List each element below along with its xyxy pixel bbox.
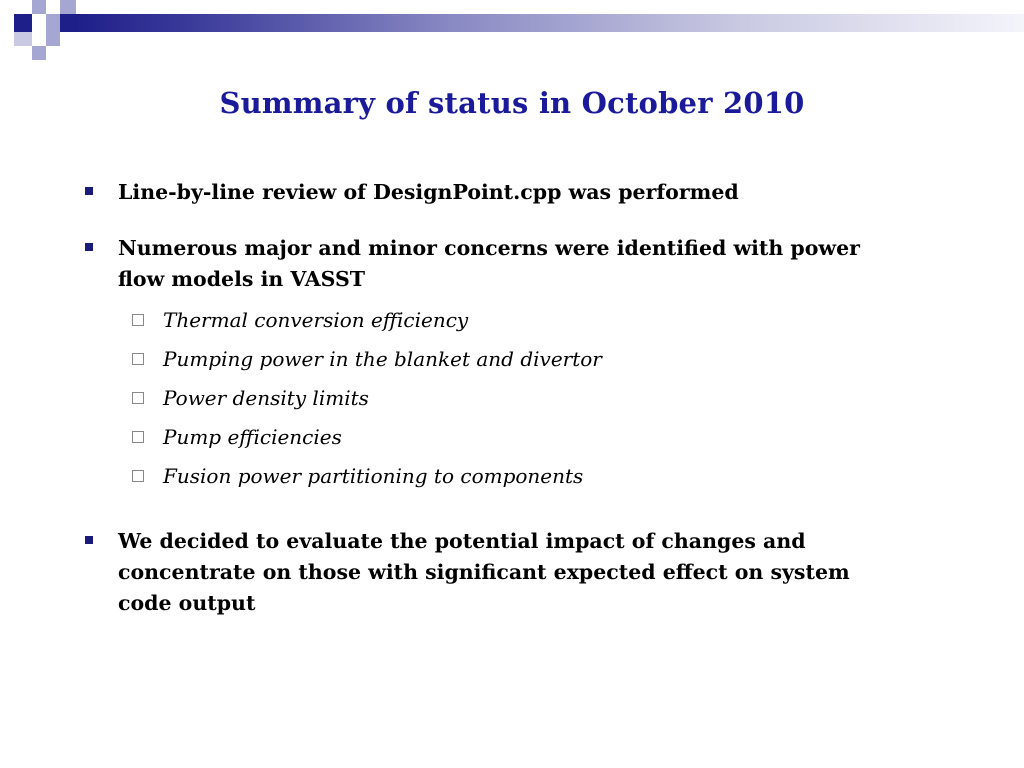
hollow-square-icon (132, 314, 144, 326)
filled-square-icon (85, 243, 93, 251)
hollow-square-icon (132, 392, 144, 404)
sub-item-text: Fusion power partitioning to components (163, 464, 584, 488)
bullet-text-3: We decided to evaluate the potential impact of changes and concentrate on those with significant expected effect on system code output (118, 529, 850, 615)
filled-square-icon (85, 536, 93, 544)
sub-item-text: Power density limits (163, 386, 369, 410)
hollow-square-icon (132, 353, 144, 365)
bullet-text-2: Numerous major and minor concerns were identified with power flow models in VASST (118, 236, 860, 291)
hollow-square-icon (132, 431, 144, 443)
sub-item-text: Pump efficiencies (163, 425, 342, 449)
filled-square-icon (85, 187, 93, 195)
sub-item-text: Thermal conversion efficiency (163, 308, 469, 332)
hollow-square-icon (132, 470, 144, 482)
bullet-text-1: Line-by-line review of DesignPoint.cpp was performed (118, 180, 739, 204)
slide-title: Summary of status in October 2010 (219, 86, 805, 120)
sub-item-text: Pumping power in the blanket and divertor (163, 347, 602, 371)
